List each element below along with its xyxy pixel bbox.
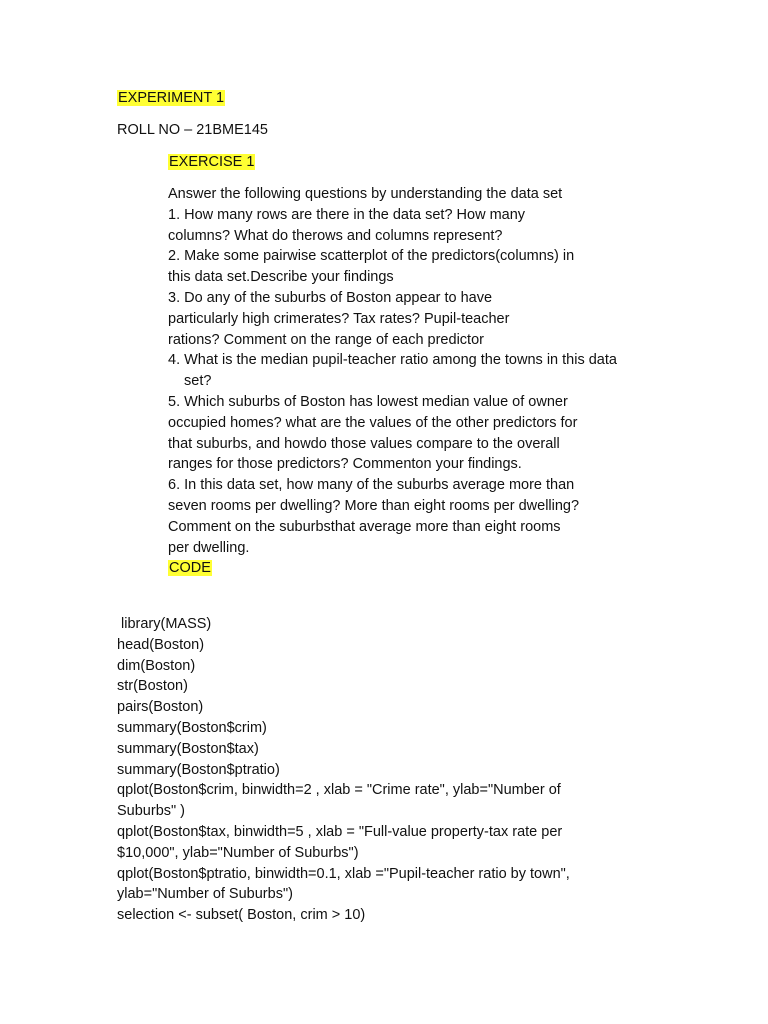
- question-line: rations? Comment on the range of each predictor: [168, 331, 484, 348]
- code-line: qplot(Boston$ptratio, binwidth=0.1, xlab ="Pupil-teacher ratio by town",: [117, 865, 570, 882]
- question-line: columns? What do therows and columns represent?: [168, 227, 503, 244]
- code-heading: [168, 558, 648, 579]
- questions-block: [168, 184, 648, 579]
- question-line: 4. What is the median pupil-teacher ratio among the towns in this data: [168, 352, 617, 369]
- code-line: dim(Boston): [117, 657, 196, 674]
- code-line: head(Boston): [117, 636, 205, 653]
- code-line: summary(Boston$tax): [117, 740, 259, 757]
- experiment-label: EXPERIMENT 1: [118, 90, 225, 106]
- code-line: str(Boston): [117, 678, 188, 695]
- code-line: summary(Boston$ptratio): [117, 761, 280, 778]
- question-line: 6. In this data set, how many of the suburbs average more than: [168, 477, 575, 494]
- code-line: library(MASS): [117, 616, 212, 632]
- question-line: 3. Do any of the suburbs of Boston appear to have: [168, 289, 493, 306]
- question-line: 2. Make some pairwise scatterplot of the predictors(columns) in: [168, 248, 575, 265]
- question-line: set?: [184, 373, 212, 390]
- code-line: summary(Boston$crim): [117, 719, 267, 736]
- question-line: seven rooms per dwelling? More than eight rooms per dwelling?: [168, 497, 580, 514]
- roll-number: ROLL NO – 21BME145: [117, 122, 268, 138]
- code-line: qplot(Boston$tax, binwidth=5 , xlab = "Full-value property-tax rate per: [117, 823, 563, 840]
- question-line: that suburbs, and howdo those values compare to the overall: [168, 435, 560, 452]
- question-line: Comment on the suburbsthat average more than eight rooms: [168, 518, 561, 535]
- question-line: ranges for those predictors? Commenton your findings.: [168, 456, 522, 473]
- question-line: 1. How many rows are there in the data set? How many: [168, 206, 526, 223]
- code-label: CODE: [169, 560, 211, 577]
- question-line: per dwelling.: [168, 539, 250, 556]
- question-line: particularly high crimerates? Tax rates? Pupil-teacher: [168, 310, 510, 327]
- code-block: [117, 614, 637, 926]
- experiment-heading: [117, 88, 225, 108]
- exercise-heading: [168, 152, 255, 172]
- question-line: 5. Which suburbs of Boston has lowest median value of owner: [168, 393, 568, 410]
- code-line: selection <- subset( Boston, crim > 10): [117, 907, 366, 924]
- question-line: occupied homes? what are the values of the other predictors for: [168, 414, 578, 431]
- code-line: $10,000", ylab="Number of Suburbs"): [117, 844, 359, 861]
- question-line: this data set.Describe your findings: [168, 269, 394, 286]
- code-line: ylab="Number of Suburbs"): [117, 886, 293, 903]
- code-line: Suburbs" ): [117, 803, 186, 820]
- code-line: qplot(Boston$crim, binwidth=2 , xlab = "Crime rate", ylab="Number of: [117, 782, 561, 799]
- questions-intro: Answer the following questions by understanding the data set: [168, 186, 563, 202]
- code-line: pairs(Boston): [117, 699, 204, 716]
- exercise-label: EXERCISE 1: [169, 154, 255, 170]
